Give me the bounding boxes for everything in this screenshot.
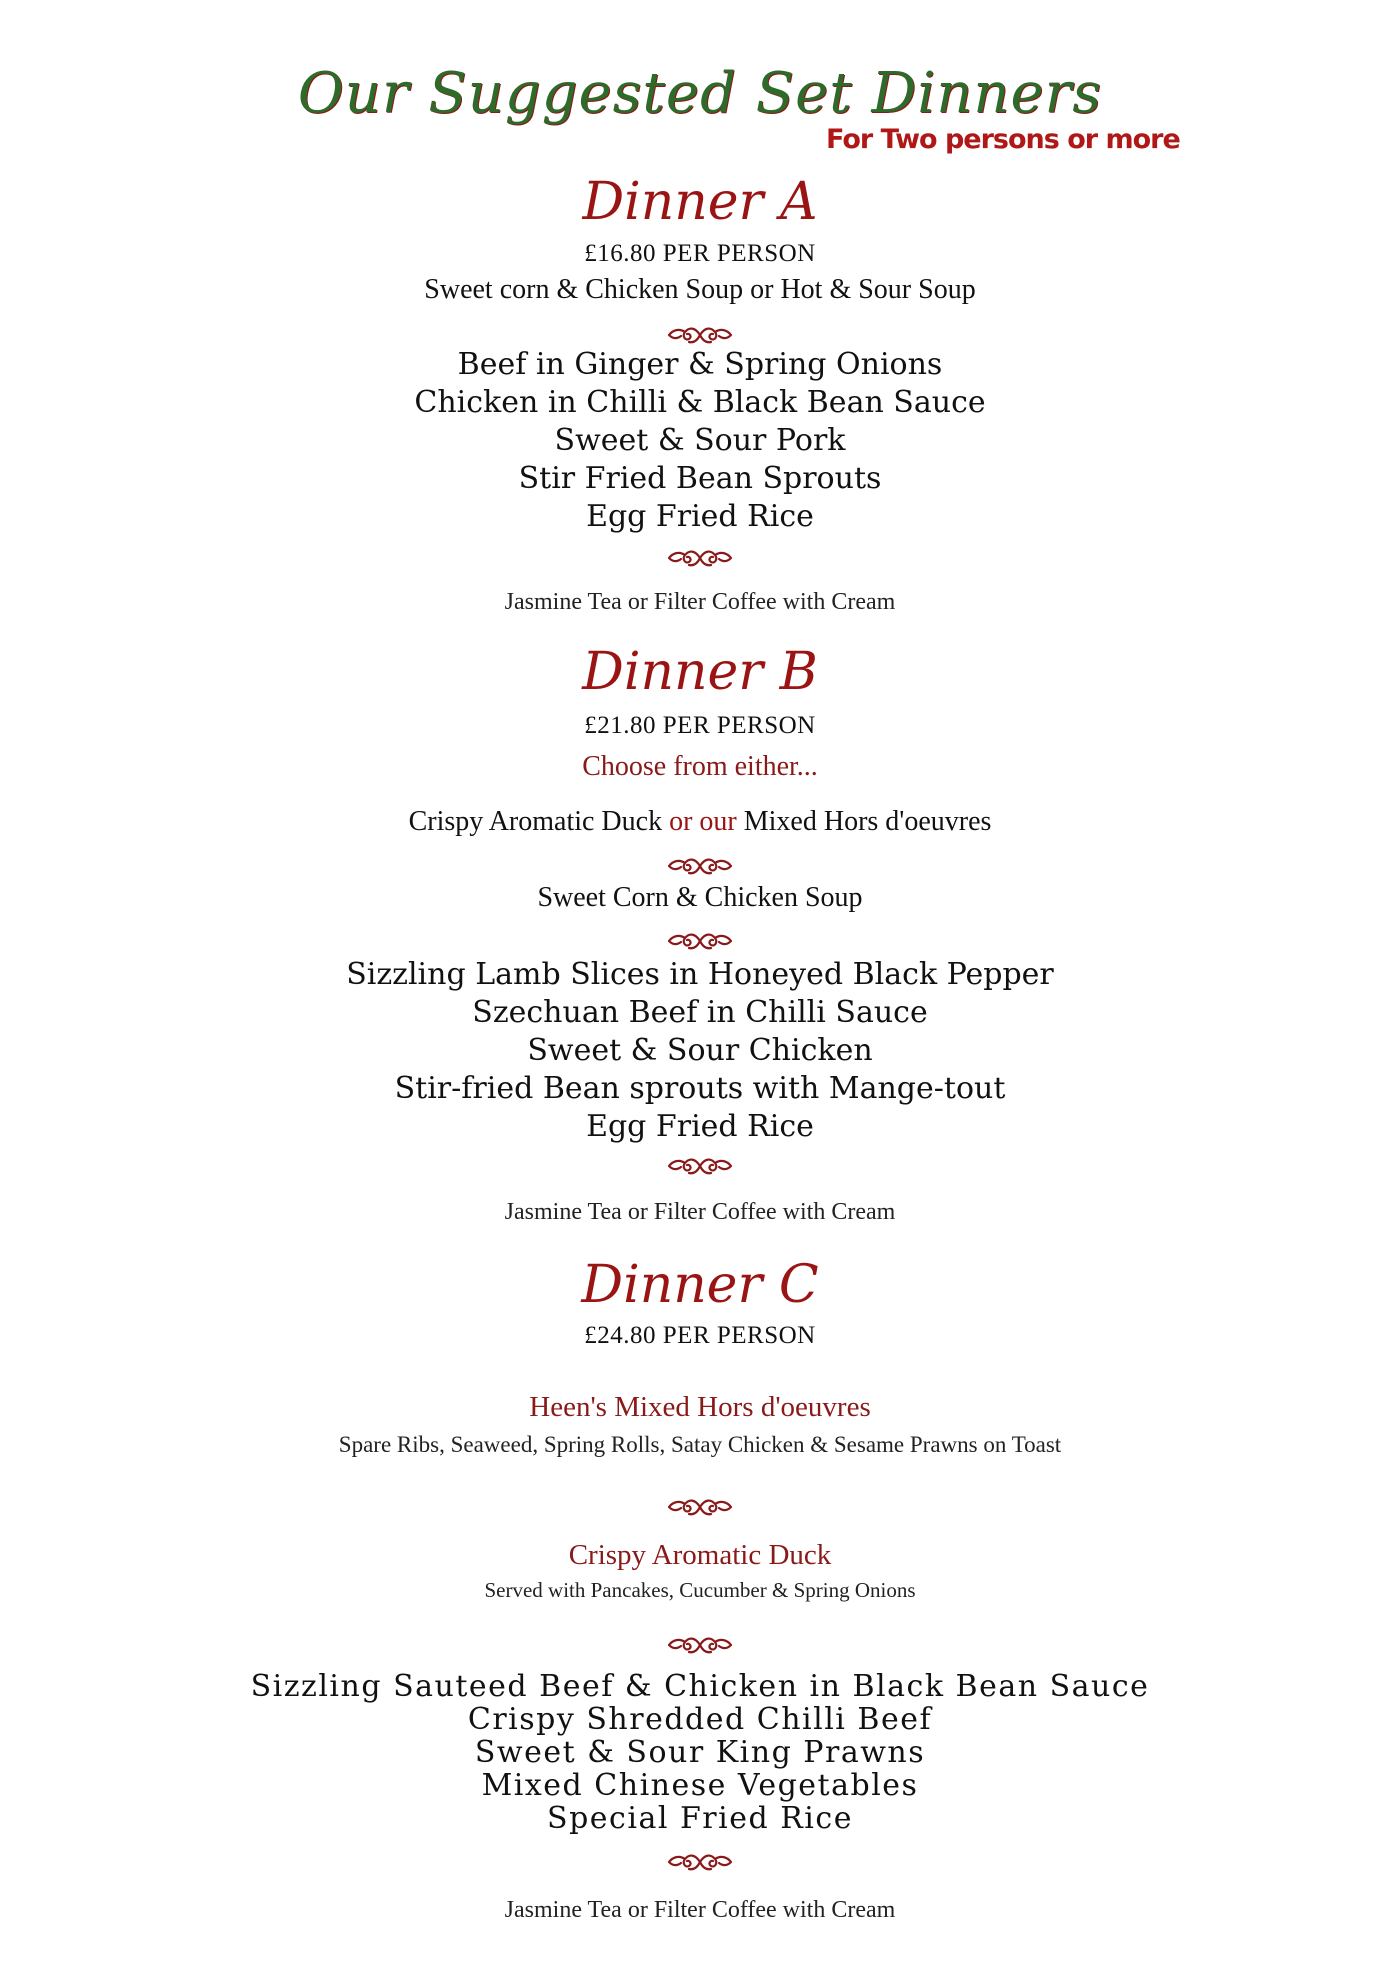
dinner-c-starter-title: Heen's Mixed Hors d'oeuvres bbox=[529, 1391, 871, 1423]
flourish-ornament-icon bbox=[667, 855, 733, 877]
page-subtitle: For Two persons or more bbox=[826, 124, 1180, 155]
dinner-b-main-1: Sizzling Lamb Slices in Honeyed Black Pepper bbox=[346, 957, 1054, 992]
dinner-c-duck-description: Served with Pancakes, Cucumber & Spring Onions bbox=[484, 1578, 916, 1602]
dinner-a-main-1: Beef in Ginger & Spring Onions bbox=[457, 347, 943, 382]
dinner-b-price: £21.80 PER PERSON bbox=[584, 712, 816, 739]
dinner-b-main-5: Egg Fried Rice bbox=[586, 1109, 814, 1144]
dinner-c-beverage: Jasmine Tea or Filter Coffee with Cream bbox=[504, 1897, 896, 1923]
dinner-c-starter-description: Spare Ribs, Seaweed, Spring Rolls, Satay Chicken & Sesame Prawns on Toast bbox=[338, 1432, 1062, 1457]
flourish-ornament-icon bbox=[667, 1851, 733, 1873]
dinner-c-main-3: Sweet & Sour King Prawns bbox=[474, 1735, 926, 1770]
dinner-b-choose: Choose from either... bbox=[582, 751, 818, 782]
dinner-a-soup: Sweet corn & Chicken Soup or Hot & Sour Soup bbox=[424, 274, 976, 305]
dinner-b-soup: Sweet Corn & Chicken Soup bbox=[537, 882, 863, 913]
page-title: Our Suggested Set Dinners bbox=[297, 61, 1103, 126]
flourish-ornament-icon bbox=[667, 930, 733, 952]
dinner-c-main-5: Special Fried Rice bbox=[547, 1801, 853, 1836]
dinner-b-main-3: Sweet & Sour Chicken bbox=[527, 1033, 873, 1068]
dinner-c-duck-title: Crispy Aromatic Duck bbox=[568, 1539, 832, 1571]
dinner-a-main-3: Sweet & Sour Pork bbox=[554, 423, 846, 458]
flourish-ornament-icon bbox=[667, 1634, 733, 1656]
dinner-b-main-2: Szechuan Beef in Chilli Sauce bbox=[472, 995, 928, 1030]
dinner-a-heading: Dinner A bbox=[582, 172, 818, 232]
dinner-b-starter-option-2: Mixed Hors d'oeuvres bbox=[743, 806, 992, 837]
dinner-c-main-4: Mixed Chinese Vegetables bbox=[481, 1768, 919, 1803]
dinner-b-main-4: Stir-fried Bean sprouts with Mange-tout bbox=[394, 1071, 1006, 1106]
flourish-ornament-icon bbox=[667, 1155, 733, 1177]
dinner-c-main-1: Sizzling Sauteed Beef & Chicken in Black Bean Sauce bbox=[250, 1669, 1150, 1704]
dinner-c-heading: Dinner C bbox=[581, 1255, 819, 1315]
dinner-a-main-5: Egg Fried Rice bbox=[586, 499, 814, 534]
dinner-b-starter-line bbox=[0, 808, 1400, 836]
dinner-b-starter-option-1: Crispy Aromatic Duck bbox=[408, 806, 663, 837]
flourish-ornament-icon bbox=[667, 547, 733, 569]
flourish-ornament-icon bbox=[667, 324, 733, 346]
dinner-c-price: £24.80 PER PERSON bbox=[584, 1322, 816, 1349]
dinner-b-heading: Dinner B bbox=[582, 642, 818, 702]
dinner-a-main-2: Chicken in Chilli & Black Bean Sauce bbox=[414, 385, 986, 420]
dinner-b-starter-connector: or our bbox=[669, 806, 737, 837]
dinner-b-beverage: Jasmine Tea or Filter Coffee with Cream bbox=[504, 1199, 896, 1225]
dinner-a-beverage: Jasmine Tea or Filter Coffee with Cream bbox=[504, 589, 896, 615]
flourish-ornament-icon bbox=[667, 1496, 733, 1518]
dinner-a-main-4: Stir Fried Bean Sprouts bbox=[518, 461, 882, 496]
dinner-c-main-2: Crispy Shredded Chilli Beef bbox=[467, 1702, 933, 1737]
dinner-a-price: £16.80 PER PERSON bbox=[584, 240, 816, 267]
